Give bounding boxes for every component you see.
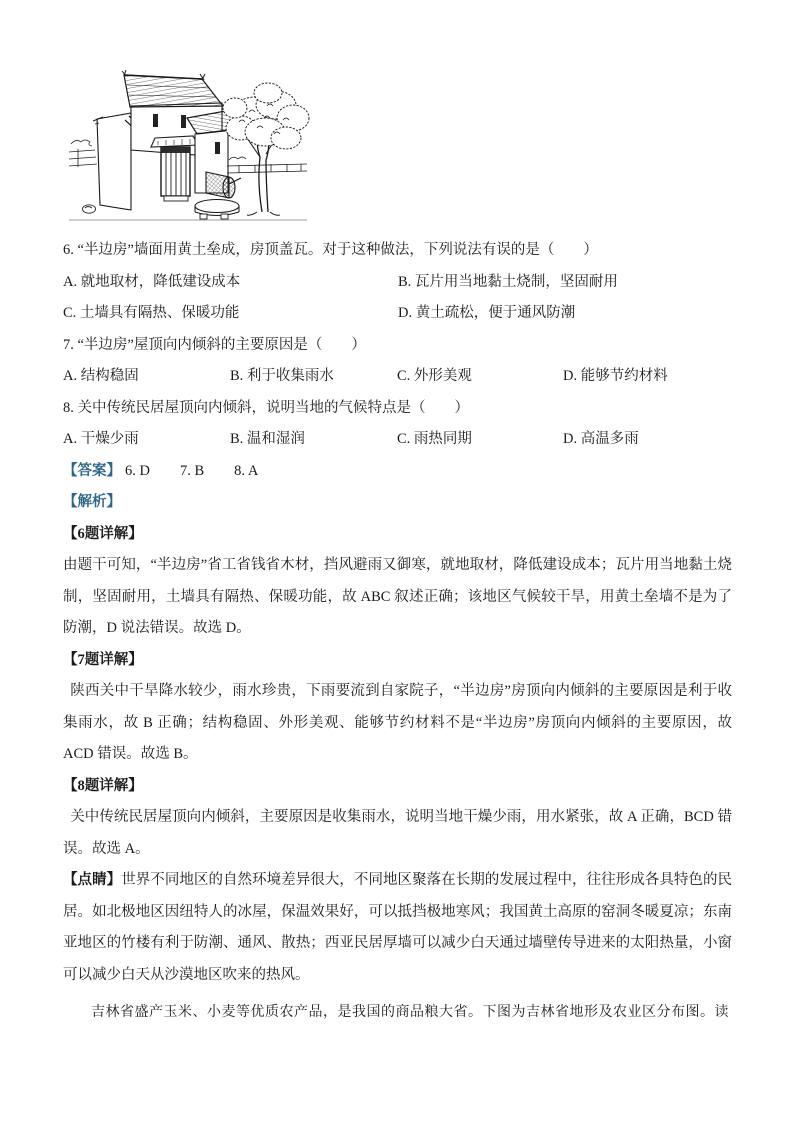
question-6-options-row-1	[63, 267, 732, 299]
explanation-8-body: 关中传统民居屋顶向内倾斜，主要原因是收集雨水，说明当地干燥少雨，用水紧张，故 A 正确，BCD 错误。故选 A。	[63, 809, 732, 857]
explanation-6-body: 由题干可知，“半边房”省工省钱省木材，挡风避雨又御寒，就地取材，降低建设成本；瓦片用当地黏土烧制，坚固耐用，土墙具有隔热、保暖功能，故 ABC 叙述正确；该地区气候较干旱，用黄土垒墙不是为了防潮，D 说法错误。故选 D。	[63, 557, 732, 636]
left-annex	[93, 113, 131, 210]
question-7-option-c: C. 外形美观	[397, 368, 472, 384]
question-6-option-b: B. 瓦片用当地黏土烧制，坚固耐用	[398, 273, 618, 290]
gate	[151, 136, 198, 201]
question-7-stem: 7. “半边房”屋顶向内倾斜的主要原因是（ ）	[63, 336, 366, 353]
explanation-7-body: 陕西关中干旱降水较少，雨水珍贵，下雨要流到自家院子，“半边房”房顶向内倾斜的主要原因是利于收集雨水，故 B 正确；结构稳固、外形美观、能够节约材料不是“半边房”房顶向内倾斜的主要原因，故 ACD 错误。故选 B。	[63, 683, 732, 762]
house-illustration-svg	[69, 62, 311, 228]
tree	[223, 83, 309, 215]
question-7-number: 7.	[63, 336, 74, 353]
question-8-option-b: B. 温和湿润	[230, 431, 305, 447]
question-8-number: 8.	[63, 399, 74, 416]
explanation-8-header: 【8题详解】	[63, 777, 143, 794]
question-6-options-row-2	[63, 298, 732, 330]
left-fence	[69, 140, 97, 167]
next-section-intro: 吉林省盛产玉米、小麦等优质农产品，是我国的商品粮大省。下图为吉林省地形及农业区分布图。读	[91, 1005, 729, 1020]
house-illustration	[69, 62, 311, 228]
question-8-option-c: C. 雨热同期	[397, 431, 472, 447]
question-6-number: 6.	[63, 242, 74, 258]
answer-q8: 8. A	[234, 462, 259, 479]
question-7-option-b: B. 利于收集雨水	[230, 368, 334, 384]
question-7-options-row	[63, 361, 732, 393]
rock	[83, 205, 96, 213]
main-roof	[122, 70, 223, 107]
question-6-option-d: D. 黄土疏松，便于通风防潮	[398, 305, 576, 321]
answer-q6: 6. D	[125, 462, 150, 479]
explanation-6-header: 【6题详解】	[63, 525, 143, 542]
right-fence	[227, 157, 307, 173]
question-6-option-a: A. 就地取材，降低建设成本	[63, 273, 241, 290]
analysis-label: 【解析】	[63, 494, 121, 510]
question-6-stem: 6. “半边房”墙面用黄土垒成，房顶盖瓦。对于这种做法，下列说法有误的是（ ）	[63, 242, 598, 258]
question-8-stem: 8. 关中传统民居屋顶向内倾斜，说明当地的气候特点是（ ）	[63, 399, 469, 416]
answer-q7: 7. B	[179, 462, 205, 479]
key-point-body: 世界不同地区的自然环境差异很大，不同地区聚落在长期的发展过程中，往往形成各具特色的民居。如北极地区因纽特人的冰屋，保温效果好，可以抵挡极地寒风；我国黄土高原的窑洞冬暖夏凉；东南亚地区的竹楼有利于防潮、通风、散热；西亚民居厚墙可以减少白天通过墙壁传导进来的太阳热量，小窗可以减少白天从沙漠地区吹来的热风。	[63, 872, 733, 983]
explanation-7-header: 【7题详解】	[63, 651, 143, 668]
question-7-option-a: A. 结构稳固	[63, 368, 139, 384]
key-point-paragraph	[63, 865, 732, 991]
question-6-option-c: C. 土墙具有隔热、保暖功能	[63, 305, 240, 321]
analysis-label-line	[63, 487, 732, 519]
question-8-option-d: D. 高温多雨	[563, 431, 639, 447]
answer-line	[63, 456, 732, 488]
question-8-option-a: A. 干燥少雨	[63, 431, 139, 447]
key-point-label: 【点睛】	[63, 872, 122, 888]
question-7-option-d: D. 能够节约材料	[563, 368, 668, 384]
question-8-options-row	[63, 424, 732, 456]
answer-label: 【答案】	[63, 462, 121, 479]
